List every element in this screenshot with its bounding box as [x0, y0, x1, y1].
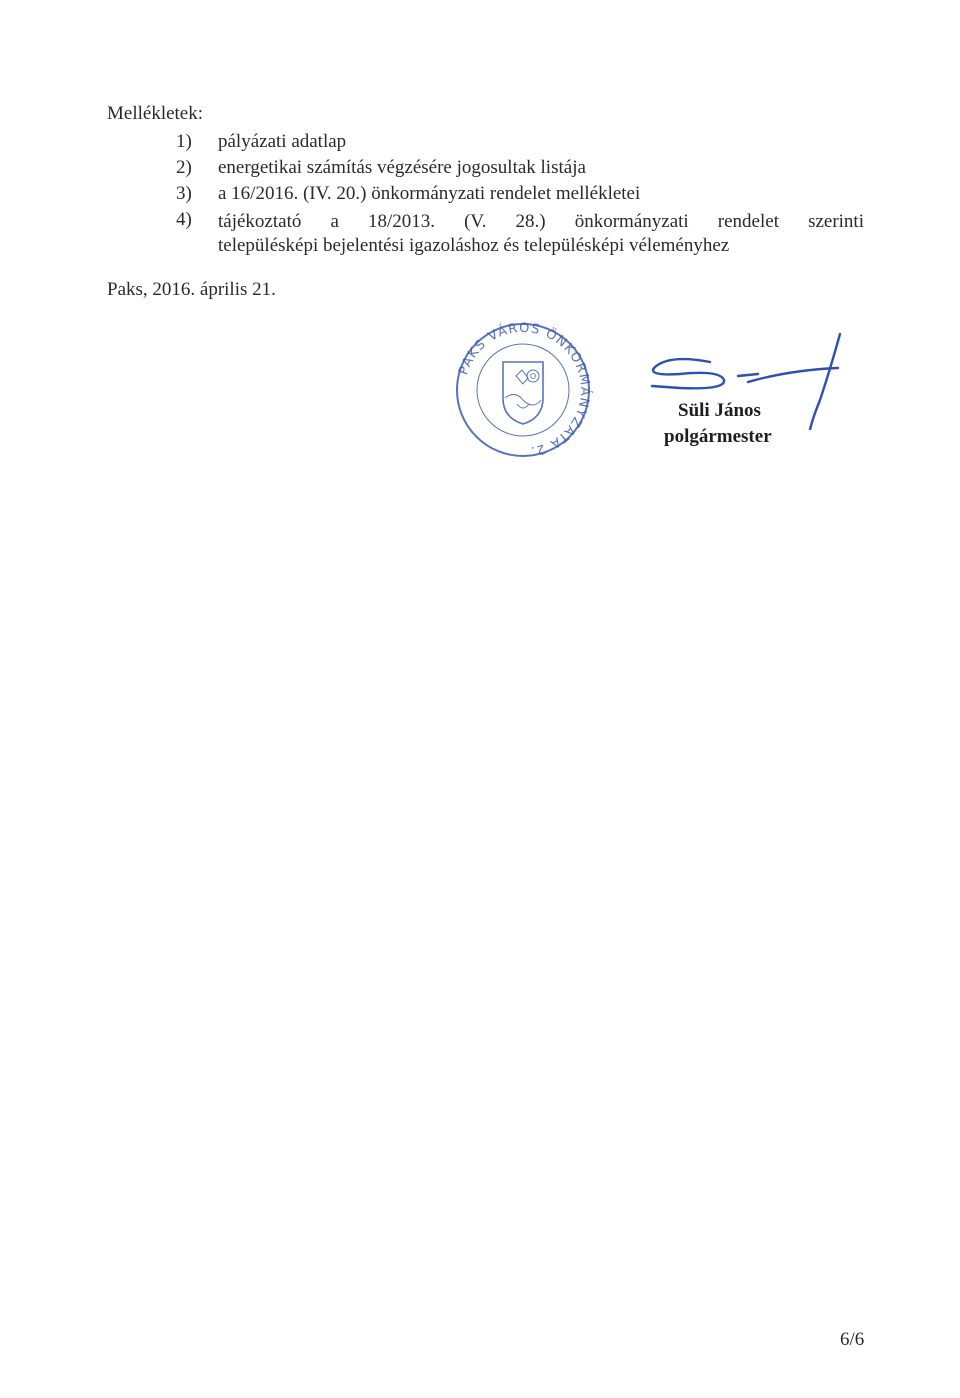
signer-title: polgármester	[664, 426, 772, 447]
list-item-number: 4)	[176, 209, 192, 230]
list-item-number: 1)	[176, 131, 192, 152]
place-date: Paks, 2016. április 21.	[107, 279, 276, 300]
seal-lettering: PAKS VÁROS ÖNKORMÁNYZATA 2.	[456, 320, 593, 459]
list-item-text: energetikai számítás végzésére jogosultak listája	[218, 157, 586, 178]
list-item-number: 2)	[176, 157, 192, 178]
list-item-text: a 16/2016. (IV. 20.) önkormányzati rendelet mellékletei	[218, 183, 641, 204]
signer-name: Süli János	[678, 400, 761, 421]
list-item-continuation: településképi bejelentési igazoláshoz és településképi véleményhez	[218, 235, 730, 256]
attachments-heading: Mellékletek:	[107, 103, 204, 124]
list-item-text: tájékoztató a 18/2013. (V. 28.) önkormányzati rendelet szerinti	[218, 211, 864, 232]
list-item-number: 3)	[176, 183, 192, 204]
official-seal	[443, 320, 603, 460]
page-number: 6/6	[840, 1329, 865, 1350]
list-item-text: pályázati adatlap	[218, 131, 347, 152]
